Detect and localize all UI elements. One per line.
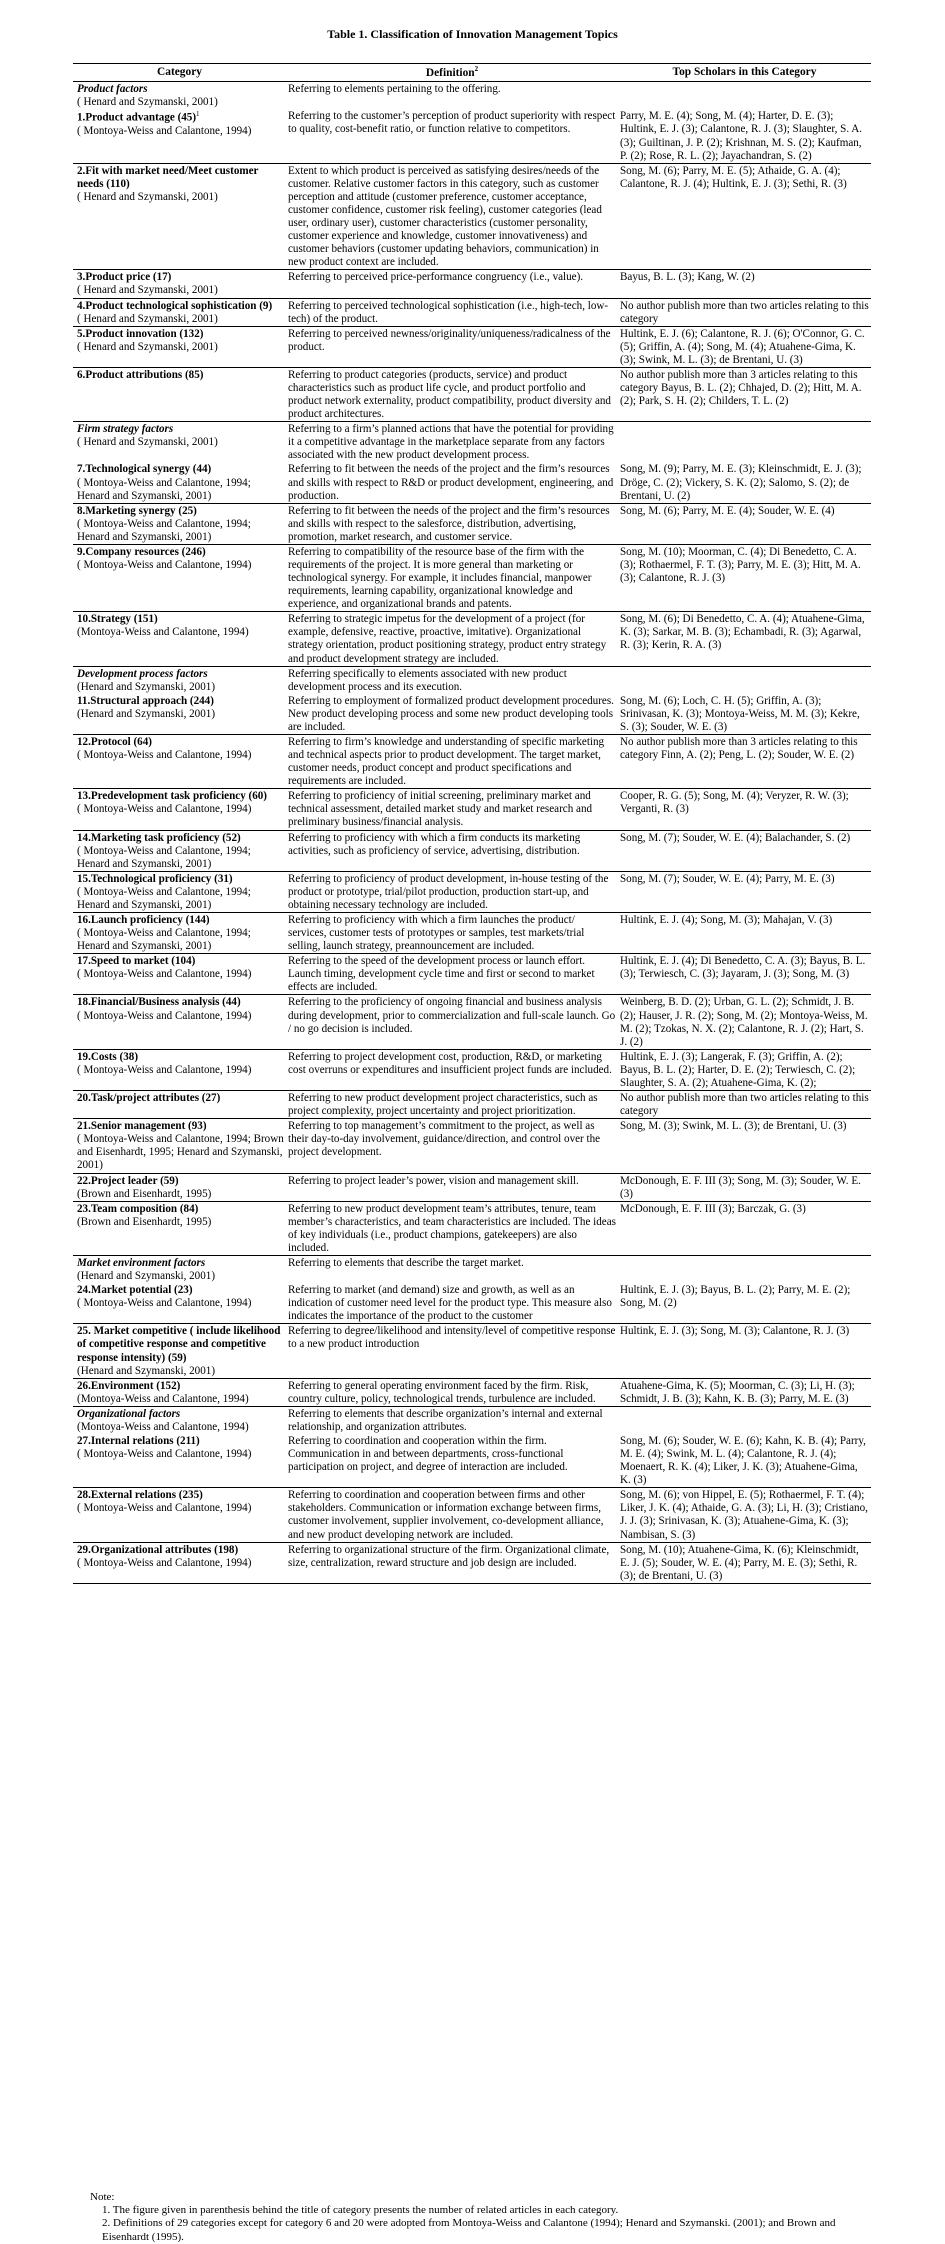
- category-source: ( Montoya-Weiss and Calantone, 1994): [77, 968, 252, 981]
- scholars-cell: [618, 422, 871, 463]
- table-row: [73, 1434, 871, 1488]
- category-source: ( Montoya-Weiss and Calantone, 1994): [77, 1502, 252, 1515]
- category-name: 7.Technological synergy (44): [77, 463, 212, 476]
- category-name: 11.Structural approach (244): [77, 694, 214, 707]
- table-row: [73, 871, 871, 912]
- category-cell: [73, 270, 286, 298]
- footnote-marker: 1: [196, 110, 200, 119]
- table-row: [73, 694, 871, 735]
- definition-cell: Referring to compatibility of the resource base of the firm with the requirements of the project. It is more general than marketing or technological synergy. For example, it includes financial, manpower requirements, learning capability, organizational knowledge and experience, and organizational brands and patents.: [286, 544, 618, 611]
- category-source: ( Henard and Szymanski, 2001): [77, 284, 218, 297]
- scholars-cell: McDonough, E. F. III (3); Song, M. (3); Souder, W. E. (3): [618, 1173, 871, 1201]
- scholars-cell: McDonough, E. F. III (3); Barczak, G. (3): [618, 1201, 871, 1255]
- definition-cell: Referring to general operating environment faced by the firm. Risk, country culture, policy, technological trends, turbulence are included.: [286, 1378, 618, 1406]
- category-cell: [73, 1173, 286, 1201]
- scholars-cell: Hultink, E. J. (4); Di Benedetto, C. A. (3); Bayus, B. L. (3); Terwiesch, C. (3); Jayaram, J. (3); Song, M. (3): [618, 954, 871, 995]
- category-cell: [73, 1324, 286, 1378]
- category-cell: [73, 1119, 286, 1173]
- category-cell: [73, 1488, 286, 1542]
- factor-name: Product factors: [77, 83, 148, 96]
- factor-name: Organizational factors: [77, 1407, 181, 1420]
- category-name: 3.Product price (17): [77, 271, 172, 284]
- category-source: ( Henard and Szymanski, 2001): [77, 340, 218, 353]
- category-cell: [73, 666, 286, 694]
- table-row: [73, 1091, 871, 1119]
- scholars-cell: Song, M. (6); Loch, C. H. (5); Griffin, A. (3); Srinivasan, K. (3); Montoya-Weiss, M. M. (3); Kekre, S. (3); Souder, W. E. (3): [618, 694, 871, 735]
- category-name: 24.Market potential (23): [77, 1284, 193, 1297]
- category-name: 13.Predevelopment task proficiency (60): [77, 790, 268, 803]
- category-cell: [73, 612, 286, 666]
- table-row: [73, 1201, 871, 1255]
- category-name: 23.Team composition (84): [77, 1202, 199, 1215]
- category-name: 5.Product innovation (132): [77, 327, 204, 340]
- scholars-cell: Bayus, B. L. (3); Kang, W. (2): [618, 270, 871, 298]
- definition-cell: Referring to new product development project characteristics, such as project complexity, project uncertainty and project prioritization.: [286, 1091, 618, 1119]
- table-row: [73, 544, 871, 611]
- category-source: ( Montoya-Weiss and Calantone, 1994): [77, 125, 252, 138]
- category-source: ( Montoya-Weiss and Calantone, 1994): [77, 1297, 252, 1310]
- definition-cell: Referring to a firm’s planned actions that have the potential for providing it a competitive advantage in the marketplace separate from any factors associated with the new product development process.: [288, 423, 614, 462]
- scholars-cell: No author publish more than two articles relating to this category: [618, 1091, 871, 1119]
- factor-name: Firm strategy factors: [77, 423, 174, 436]
- definition-cell: Referring to perceived technological sophistication (i.e., high-tech, low-tech) of the product.: [286, 298, 618, 326]
- scholars-cell: [618, 82, 871, 110]
- scholars-cell: Weinberg, B. D. (2); Urban, G. L. (2); Schmidt, J. B. (2); Hauser, J. R. (2); Song, M. (2); Montoya-Weiss, M. M. (2); Tzokas, N. X. (2); Calantone, R. J. (2); Hart, S. J. (2): [618, 995, 871, 1049]
- table-row: [73, 109, 871, 163]
- category-cell: [73, 995, 286, 1049]
- definition-cell: Referring specifically to elements associated with new product development process and its execution.: [288, 667, 567, 693]
- factor-row: [73, 422, 871, 463]
- category-cell: [73, 789, 286, 830]
- definition-cell: Referring to fit between the needs of the project and the firm’s resources and skills with respect to R&D or product development, engineering, and production.: [286, 462, 618, 503]
- definition-cell: Referring to perceived price-performance congruency (i.e., value).: [286, 270, 618, 298]
- category-source: (Henard and Szymanski, 2001): [77, 707, 216, 720]
- category-name: 18.Financial/Business analysis (44): [77, 996, 241, 1009]
- category-source: ( Montoya-Weiss and Calantone, 1994): [77, 1063, 252, 1076]
- table-row: [73, 367, 871, 421]
- table-row: [73, 830, 871, 871]
- category-cell: [73, 326, 286, 367]
- category-cell: [73, 1378, 286, 1406]
- table-row: [73, 1324, 871, 1378]
- scholars-cell: Song, M. (3); Swink, M. L. (3); de Brentani, U. (3): [618, 1119, 871, 1173]
- table-row: [73, 326, 871, 367]
- category-name: 27.Internal relations (211): [77, 1434, 200, 1447]
- category-name: 19.Costs (38): [77, 1050, 139, 1063]
- category-name: 25. Market competitive ( include likelihood of competitive response and competitive response intensity) (59): [77, 1325, 281, 1364]
- category-cell: [73, 1406, 286, 1434]
- scholars-cell: Parry, M. E. (4); Song, M. (4); Harter, D. E. (3); Hultink, E. J. (3); Calantone, R. J. (3); Slaughter, S. A. (3); Guiltinan, J. P. (2); Krishnan, M. S. (2); Kaufman, P. (2); Rose, R. L. (2); Jayachandran, S. (2): [618, 109, 871, 163]
- category-cell: [73, 367, 286, 421]
- definition-cell: Referring to the speed of the development process or launch effort. Launch timing, development cycle time and first or second to market effects are included.: [286, 954, 618, 995]
- category-cell: [73, 1091, 286, 1119]
- note-line-2: 2. Definitions of 29 categories except for category 6 and 20 were adopted from Montoya-Weiss and Calantone (1994); Henard and Szymanski. (2001); and Brown and Eisenhardt (1995).: [102, 2217, 836, 2243]
- scholars-cell: Song, M. (7); Souder, W. E. (4); Balachander, S. (2): [618, 830, 871, 871]
- scholars-cell: Song, M. (6); Parry, M. E. (4); Souder, W. E. (4): [618, 503, 871, 544]
- category-source: ( Henard and Szymanski, 2001): [77, 190, 218, 203]
- definition-cell: Referring to elements that describe the target market.: [288, 1256, 524, 1269]
- category-name: 1.Product advantage (45): [77, 112, 197, 125]
- scholars-cell: No author publish more than two articles relating to this category: [618, 298, 871, 326]
- category-source: ( Montoya-Weiss and Calantone, 1994): [77, 803, 252, 816]
- scholars-cell: Hultink, E. J. (6); Calantone, R. J. (6); O'Connor, G. C. (5); Griffin, A. (4); Song, M. (4); Atuahene-Gima, K. (3); Swink, M. L. (3); de Brentani, U. (3): [618, 326, 871, 367]
- factor-name: Market environment factors: [77, 1256, 206, 1269]
- category-source: ( Henard and Szymanski, 2001): [77, 96, 218, 109]
- category-source: ( Henard and Szymanski, 2001): [77, 436, 218, 449]
- category-source: (Brown and Eisenhardt, 1995): [77, 1187, 212, 1200]
- scholars-cell: [618, 1255, 871, 1283]
- category-source: (Henard and Szymanski, 2001): [77, 1270, 216, 1283]
- category-cell: [73, 163, 286, 270]
- category-source: ( Montoya-Weiss and Calantone, 1994; Henard and Szymanski, 2001): [77, 885, 251, 911]
- scholars-cell: Song, M. (6); Parry, M. E. (5); Athaide, G. A. (4); Calantone, R. J. (4); Hultink, E. J. (3); Sethi, R. (3): [618, 163, 871, 270]
- category-source: ( Montoya-Weiss and Calantone, 1994; Henard and Szymanski, 2001): [77, 844, 251, 870]
- factor-name: Development process factors: [77, 667, 208, 680]
- category-source: ( Montoya-Weiss and Calantone, 1994): [77, 749, 252, 762]
- category-source: (Henard and Szymanski, 2001): [77, 1364, 216, 1377]
- table-row: [73, 1119, 871, 1173]
- table-row: [73, 1488, 871, 1542]
- category-source: (Montoya-Weiss and Calantone, 1994): [77, 1420, 249, 1433]
- scholars-cell: Hultink, E. J. (3); Langerak, F. (3); Griffin, A. (2); Bayus, B. L. (2); Harter, D. E. (2); Terwiesch, C. (2); Slaughter, S. A. (2); Atuahene-Gima, K. (2);: [618, 1049, 871, 1090]
- table-row: [73, 503, 871, 544]
- definition-cell: Referring to product categories (products, service) and product characteristics such as product life cycle, and product portfolio and product network externality, product compatibility, product diversity and product architectures.: [286, 367, 618, 421]
- scholars-cell: No author publish more than 3 articles relating to this category Bayus, B. L. (2); Chhajed, D. (2); Hitt, M. A. (2); Park, S. H. (2); Childers, T. L. (2): [618, 367, 871, 421]
- factor-row: [73, 1406, 871, 1434]
- category-cell: [73, 735, 286, 789]
- definition-cell: Referring to perceived newness/originality/uniqueness/radicalness of the product.: [286, 326, 618, 367]
- table-row: [73, 612, 871, 666]
- header-category: Category: [73, 64, 286, 82]
- category-source: ( Montoya-Weiss and Calantone, 1994; Henard and Szymanski, 2001): [77, 476, 251, 502]
- scholars-cell: [618, 1406, 871, 1434]
- scholars-cell: [618, 666, 871, 694]
- category-source: ( Montoya-Weiss and Calantone, 1994): [77, 1009, 252, 1022]
- category-cell: [73, 544, 286, 611]
- note-heading: Note:: [90, 2191, 115, 2203]
- definition-cell: Referring to degree/likelihood and intensity/level of competitive response to a new product introduction: [286, 1324, 618, 1378]
- category-name: 12.Protocol (64): [77, 736, 152, 748]
- category-source: ( Henard and Szymanski, 2001): [77, 312, 218, 325]
- category-name: 28.External relations (235): [77, 1489, 203, 1502]
- table-row: [73, 1378, 871, 1406]
- scholars-cell: Song, M. (10); Atuahene-Gima, K. (6); Kleinschmidt, E. J. (5); Souder, W. E. (4); Parry, M. E. (3); Sethi, R. (3); de Brentani, U. (3): [618, 1542, 871, 1583]
- table-row: [73, 270, 871, 298]
- definition-cell: Referring to employment of formalized product development procedures. New product developing process and some new product developing tools are included.: [286, 694, 618, 735]
- category-name: 10.Strategy (151): [77, 613, 158, 626]
- definition-cell: Referring to project development cost, production, R&D, or marketing cost overruns or expenditures and insufficient project funds are included.: [286, 1049, 618, 1090]
- scholars-cell: Song, M. (6); Souder, W. E. (6); Kahn, K. B. (4); Parry, M. E. (4); Swink, M. L. (4); Calantone, R. J. (4); Moenaert, R. K. (4); Liker, J. K. (3); Atuahene-Gima, K. (3): [618, 1434, 871, 1488]
- category-name: 4.Product technological sophistication (9): [77, 299, 273, 312]
- header-definition-footnote: 2: [474, 65, 479, 73]
- category-name: 15.Technological proficiency (31): [77, 872, 233, 885]
- header-scholars: Top Scholars in this Category: [618, 64, 871, 82]
- factor-row: [73, 1255, 871, 1283]
- definition-cell: Referring to top management’s commitment to the project, as well as their day-to-day involvement, guidance/direction, and control over the project development.: [286, 1119, 618, 1173]
- definition-cell: Referring to coordination and cooperation between firms and other stakeholders. Communication or information exchange between firms, customer involvement, supplier involvement, co-development alliance, and new product developing network are included.: [286, 1488, 618, 1542]
- category-name: 8.Marketing synergy (25): [77, 504, 197, 517]
- scholars-cell: Hultink, E. J. (3); Bayus, B. L. (2); Parry, M. E. (2); Song, M. (2): [618, 1283, 871, 1324]
- definition-cell: Referring to proficiency with which a firm launches the product/ services, customer tests of prototypes or samples, test markets/trial selling, launch strategy, preannouncement are included.: [286, 913, 618, 954]
- category-source: (Montoya-Weiss and Calantone, 1994): [77, 1392, 249, 1405]
- scholars-cell: Song, M. (6); von Hippel, E. (5); Rothaermel, F. T. (4); Liker, J. K. (4); Athaide, G. A. (3); Li, H. (3); Cristiano, J. J. (3); Srinivasan, K. (3); Atuahene-Gima, K. (3); Nambisan, S. (3): [618, 1488, 871, 1542]
- definition-cell: Referring to firm’s knowledge and understanding of specific marketing and technical aspects prior to product development. The target market, customer needs, product concept and product specifications and requirements are included.: [286, 735, 618, 789]
- category-source: (Montoya-Weiss and Calantone, 1994): [77, 626, 249, 639]
- category-cell: [73, 1049, 286, 1090]
- definition-cell: Referring to the customer’s perception of product superiority with respect to quality, cost-benefit ratio, or function relative to competitors.: [286, 109, 618, 163]
- scholars-cell: Cooper, R. G. (5); Song, M. (4); Veryzer, R. W. (3); Verganti, R. (3): [618, 789, 871, 830]
- table-row: [73, 995, 871, 1049]
- scholars-cell: Song, M. (6); Di Benedetto, C. A. (4); Atuahene-Gima, K. (3); Sarkar, M. B. (3); Echambadi, R. (3); Agarwal, R. (3); Kerin, R. A. (3): [618, 612, 871, 666]
- table-row: [73, 163, 871, 270]
- category-cell: [73, 422, 286, 463]
- note-line-1: 1. The figure given in parenthesis behind the title of category presents the number of related articles in each category.: [102, 2204, 619, 2217]
- category-name: 17.Speed to market (104): [77, 955, 196, 968]
- table-row: [73, 913, 871, 954]
- category-cell: [73, 830, 286, 871]
- scholars-cell: Song, M. (7); Souder, W. E. (4); Parry, M. E. (3): [618, 871, 871, 912]
- table-row: [73, 789, 871, 830]
- definition-cell: Referring to elements that describe organization’s internal and external relationship, and organization attributes.: [288, 1407, 603, 1433]
- category-name: 6.Product attributions (85): [77, 368, 204, 381]
- table-row: [73, 462, 871, 503]
- table-row: [73, 1283, 871, 1324]
- table-body: [73, 82, 871, 1584]
- category-cell: [73, 1255, 286, 1283]
- category-cell: [73, 1542, 286, 1583]
- header-definition-text: Definition: [425, 66, 475, 79]
- category-name: 2.Fit with market need/Meet customer needs (110): [77, 164, 259, 190]
- scholars-cell: No author publish more than 3 articles relating to this category Finn, A. (2); Peng, L. (2); Souder, W. E. (2): [618, 735, 871, 789]
- definition-cell: Referring to the proficiency of ongoing financial and business analysis during development, prior to commercialization and full-scale launch. Go / no go decision is included.: [286, 995, 618, 1049]
- category-source: (Brown and Eisenhardt, 1995): [77, 1215, 212, 1228]
- category-cell: [73, 913, 286, 954]
- definition-cell: Referring to new product development team’s attributes, tenure, team member’s characteristics, and team characteristics are included. The ideas of key individuals (i.e., product champions, gatekeepers) are also included.: [286, 1201, 618, 1255]
- category-source: (Henard and Szymanski, 2001): [77, 680, 216, 693]
- definition-cell: Referring to strategic impetus for the development of a project (for example, defensive, reactive, proactive, imitative). Organizational strategy orientation, product positioning strategy, product entry strategy and product development strategy are included.: [286, 612, 618, 666]
- category-source: ( Montoya-Weiss and Calantone, 1994): [77, 558, 252, 571]
- category-source: ( Montoya-Weiss and Calantone, 1994): [77, 1448, 252, 1461]
- category-cell: [73, 954, 286, 995]
- scholars-cell: Atuahene-Gima, K. (5); Moorman, C. (3); Li, H. (3); Schmidt, J. B. (3); Kahn, K. B. (3); Parry, M. E. (3): [618, 1378, 871, 1406]
- category-cell: [73, 298, 286, 326]
- definition-cell: Extent to which product is perceived as satisfying desires/needs of the customer. Relative customer factors in this category, such as customer perception and attitude (customer preference, customer acceptance, customer confidence, customer risk feeling), customer categories (lead user, ordinary user), customer characteristics (customer personality, customer experience and knowledge, customer innovativeness) and customer behaviors (customer updating behaviors, communication) in new product context are included.: [286, 163, 618, 270]
- scholars-cell: Hultink, E. J. (3); Song, M. (3); Calantone, R. J. (3): [618, 1324, 871, 1378]
- category-name: 9.Company resources (246): [77, 545, 206, 558]
- category-source: ( Montoya-Weiss and Calantone, 1994; Henard and Szymanski, 2001): [77, 517, 251, 543]
- category-cell: [73, 1283, 286, 1324]
- definition-cell: Referring to proficiency of initial screening, preliminary market and technical assessment, detailed market study and market research and preliminary business/financial analysis.: [286, 789, 618, 830]
- table-title: Table 1. Classification of Innovation Management Topics: [327, 27, 618, 41]
- factor-row: [73, 666, 871, 694]
- table-row: [73, 954, 871, 995]
- table-row: [73, 1049, 871, 1090]
- category-name: 26.Environment (152): [77, 1379, 181, 1392]
- definition-cell: Referring to elements pertaining to the offering.: [288, 83, 501, 96]
- table-row: [73, 1542, 871, 1583]
- scholars-cell: Song, M. (10); Moorman, C. (4); Di Benedetto, C. A. (3); Rothaermel, F. T. (3); Parry, M. E. (3); Hitt, M. A. (3); Calantone, R. J. (3): [618, 544, 871, 611]
- category-name: 16.Launch proficiency (144): [77, 914, 210, 927]
- category-name: 14.Marketing task proficiency (52): [77, 831, 241, 844]
- table-row: [73, 735, 871, 789]
- category-cell: [73, 462, 286, 503]
- category-name: 29.Organizational attributes (198): [77, 1543, 239, 1556]
- definition-cell: Referring to proficiency of product development, in-house testing of the product or prototype, trial/pilot production, production start-up, and obtaining necessary technology are included.: [286, 871, 618, 912]
- classification-table: [73, 63, 871, 1584]
- category-cell: [73, 1201, 286, 1255]
- table-note: [90, 2191, 870, 2244]
- definition-cell: Referring to organizational structure of the firm. Organizational climate, size, centralization, reward structure and job design are included.: [286, 1542, 618, 1583]
- category-source: ( Montoya-Weiss and Calantone, 1994; Brown and Eisenhardt, 1995; Henard and Szymanski, 2001): [77, 1133, 284, 1172]
- table-row: [73, 1173, 871, 1201]
- category-cell: [73, 1434, 286, 1488]
- definition-cell: Referring to project leader’s power, vision and management skill.: [286, 1173, 618, 1201]
- category-cell: [73, 82, 286, 110]
- scholars-cell: Hultink, E. J. (4); Song, M. (3); Mahajan, V. (3): [618, 913, 871, 954]
- definition-cell: Referring to fit between the needs of the project and the firm’s resources and skills with respect to the salesforce, distribution, advertising, promotion, market research, and customer service.: [286, 503, 618, 544]
- category-name: 21.Senior management (93): [77, 1120, 207, 1133]
- category-cell: [73, 871, 286, 912]
- category-cell: [73, 694, 286, 735]
- table-row: [73, 298, 871, 326]
- header-row: [73, 64, 871, 82]
- factor-row: [73, 82, 871, 110]
- definition-cell: Referring to coordination and cooperation within the firm. Communication in and between departments, cross-functional participation on project, and degree of interaction are included.: [286, 1434, 618, 1488]
- definition-cell: Referring to market (and demand) size and growth, as well as an indication of customer need level for the product type. This measure also indicates the importance of the product to the customer: [286, 1283, 618, 1324]
- category-name: 20.Task/project attributes (27): [77, 1092, 221, 1105]
- scholars-cell: Song, M. (9); Parry, M. E. (3); Kleinschmidt, E. J. (3); Dröge, C. (2); Vickery, S. K. (2); Salomo, S. (2); de Brentani, U. (2): [618, 462, 871, 503]
- category-source: ( Montoya-Weiss and Calantone, 1994; Henard and Szymanski, 2001): [77, 927, 251, 953]
- definition-cell: Referring to proficiency with which a firm conducts its marketing activities, such as proficiency of service, advertising, distribution.: [286, 830, 618, 871]
- category-name: 22.Project leader (59): [77, 1174, 179, 1187]
- header-definition: [286, 64, 618, 82]
- category-cell: [73, 109, 286, 163]
- category-cell: [73, 503, 286, 544]
- category-source: ( Montoya-Weiss and Calantone, 1994): [77, 1556, 252, 1569]
